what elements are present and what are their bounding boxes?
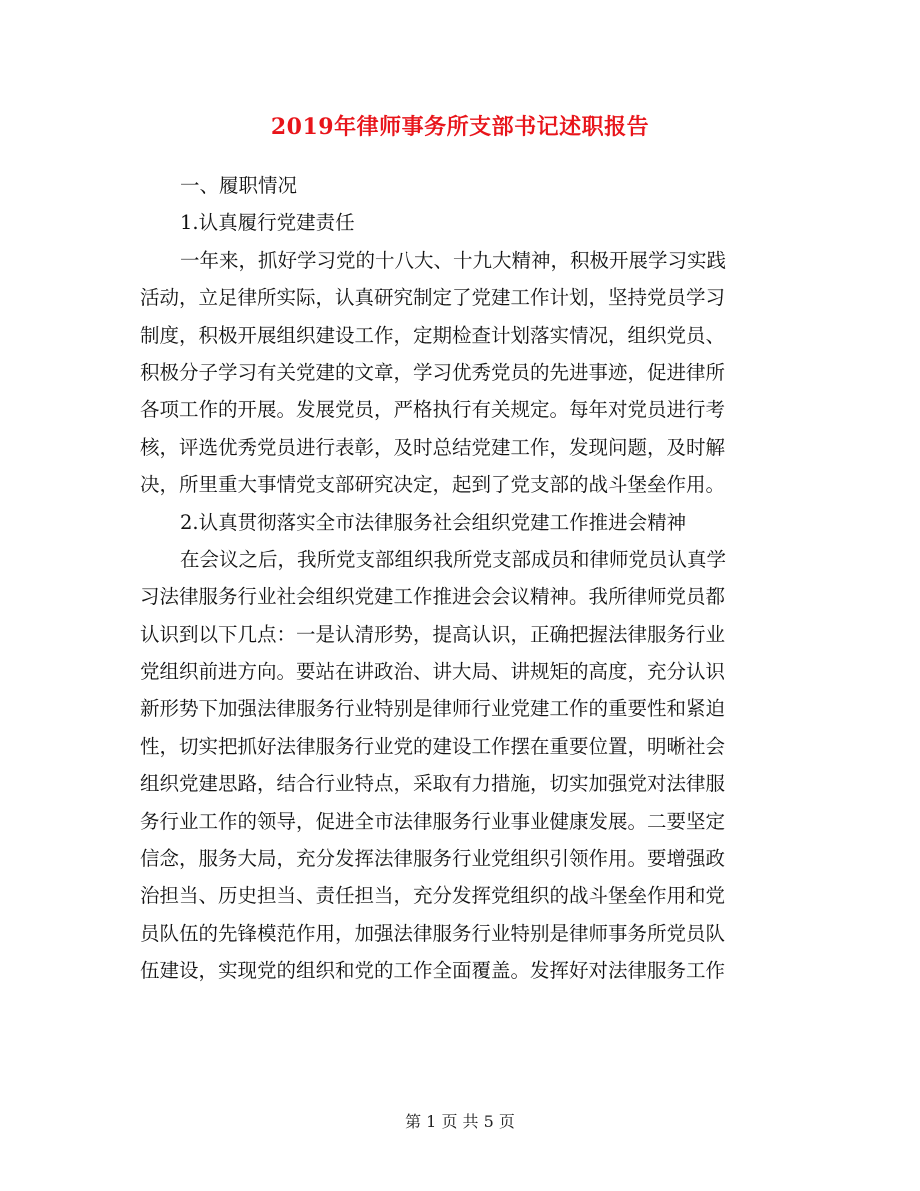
paragraph-line: 务行业工作的领导，促进全市法律服务行业事业健康发展。二要坚定 bbox=[140, 809, 726, 833]
paragraph-line: 核，评选优秀党员进行表彰，及时总结党建工作，发现问题，及时解 bbox=[140, 435, 726, 459]
paragraph-line: 治担当、历史担当、责任担当，充分发挥党组织的战斗堡垒作用和党 bbox=[140, 884, 726, 908]
document-body bbox=[140, 167, 780, 990]
subsection-heading: 1.认真履行党建责任 bbox=[180, 211, 355, 235]
paragraph-line: 制度，积极开展组织建设工作，定期检查计划落实情况，组织党员、 bbox=[140, 323, 726, 347]
document-title: 2019年律师事务所支部书记述职报告 bbox=[270, 114, 650, 140]
paragraph-line: 新形势下加强法律服务行业特别是律师行业党建工作的重要性和紧迫 bbox=[140, 697, 726, 721]
paragraph-line: 党组织前进方向。要站在讲政治、讲大局、讲规矩的高度，充分认识 bbox=[140, 660, 726, 684]
paragraph-line: 各项工作的开展。发展党员，严格执行有关规定。每年对党员进行考 bbox=[140, 398, 726, 422]
paragraph-line: 决，所里重大事情党支部研究决定，起到了党支部的战斗堡垒作用。 bbox=[140, 473, 726, 497]
paragraph-line: 组织党建思路，结合行业特点，采取有力措施，切实加强党对法律服 bbox=[140, 772, 726, 796]
paragraph-line: 活动，立足律所实际，认真研究制定了党建工作计划，坚持党员学习 bbox=[140, 286, 726, 310]
paragraph-line: 信念，服务大局，充分发挥法律服务行业党组织引领作用。要增强政 bbox=[140, 847, 726, 871]
section-heading: 一、履职情况 bbox=[180, 174, 298, 197]
paragraph-line: 在会议之后，我所党支部组织我所党支部成员和律师党员认真学 bbox=[180, 547, 727, 571]
paragraph-line: 认识到以下几点：一是认清形势，提高认识，正确把握法律服务行业 bbox=[140, 622, 726, 646]
paragraph-line: 性，切实把抓好法律服务行业党的建设工作摆在重要位置，明晰社会 bbox=[140, 734, 726, 758]
subsection-heading: 2.认真贯彻落实全市法律服务社会组织党建工作推进会精神 bbox=[180, 510, 687, 534]
paragraph-line: 伍建设，实现党的组织和党的工作全面覆盖。发挥好对法律服务工作 bbox=[140, 959, 726, 983]
paragraph-line: 积极分子学习有关党建的文章，学习优秀党员的先进事迹，促进律所 bbox=[140, 360, 726, 384]
page-footer: 第 1 页 共 5 页 bbox=[405, 1112, 515, 1131]
paragraph-line: 一年来，抓好学习党的十八大、十九大精神，积极开展学习实践 bbox=[180, 248, 727, 272]
paragraph-line: 员队伍的先锋模范作用，加强法律服务行业特别是律师事务所党员队 bbox=[140, 921, 726, 945]
paragraph-line: 习法律服务行业社会组织党建工作推进会会议精神。我所律师党员都 bbox=[140, 585, 726, 609]
